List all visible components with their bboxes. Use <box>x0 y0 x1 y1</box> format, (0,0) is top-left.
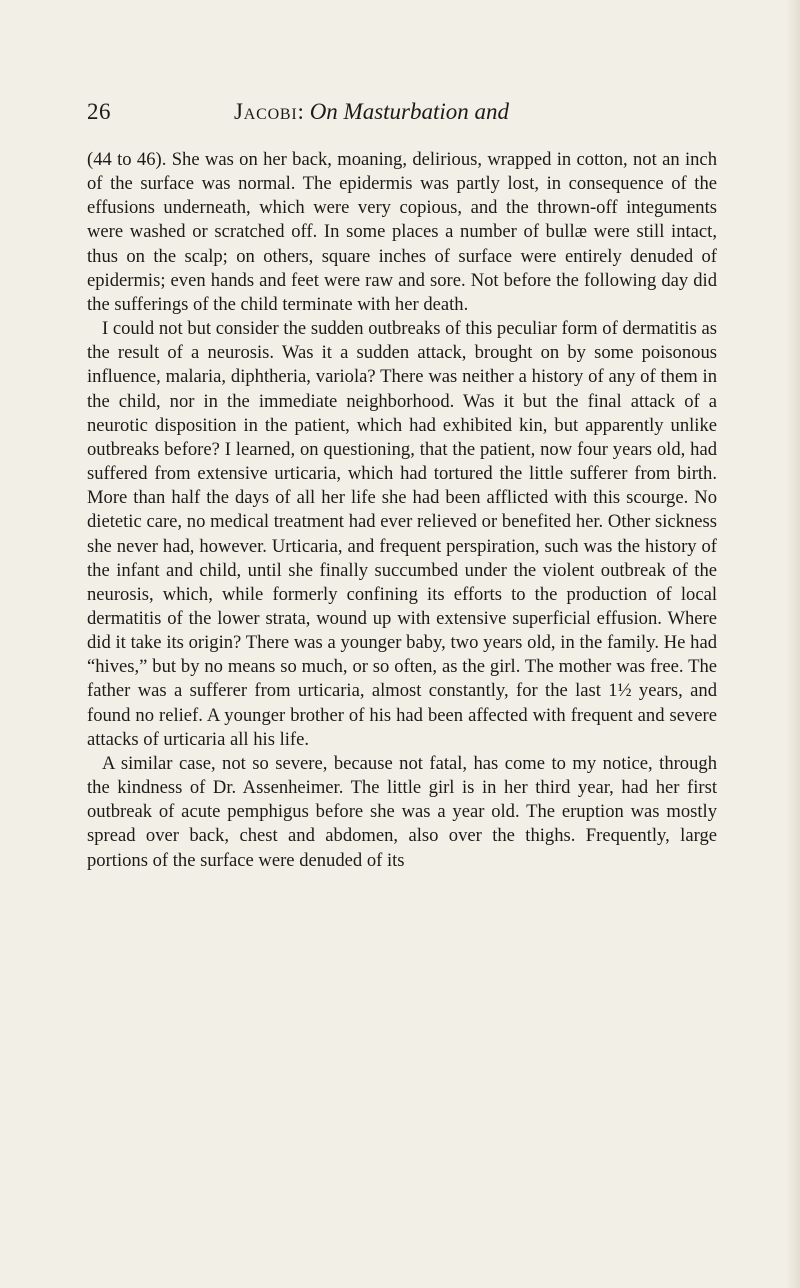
running-title <box>234 97 509 127</box>
work-title: On Masturbation and <box>309 99 510 124</box>
paragraph: I could not but consider the sudden outbreaks of this peculiar form of dermatitis as the result of a neurosis. Was it a sudden attack, brought on by some poisonous influence, malaria, diphtheria, variola? There was neither a history of any of them in the child, nor in the immediate neighborhood. Was it but the final attack of a neurotic disposition in the patient, which had exhibited kin, but apparently unlike outbreaks before? I learned, on questioning, that the patient, now four years old, had suffered from extensive urticaria, which had tortured the little sufferer from birth. More than half the days of all her life she had been afflicted with this scourge. No dietetic care, no medical treatment had ever relieved or benefited her. Other sickness she never had, however. Urticaria, and frequent perspiration, such was the history of the infant and child, until she finally succumbed under the violent outbreak of the neurosis, which, while formerly confining its efforts to the production of local dermatitis of the lower strata, wound up with extensive superficial effusion. Where did it take its origin? There was a younger baby, two years old, in the family. He had “hives,” but by no means so much, or so often, as the girl. The mother was free. The father was a sufferer from urticaria, almost constantly, for the last 1½ years, and found no relief. A younger brother of his had been affected with frequent and severe attacks of urticaria all his life. <box>87 318 717 750</box>
page-edge-shadow <box>786 0 800 1288</box>
body-text <box>87 148 717 873</box>
running-header <box>87 97 707 127</box>
author-name: Jacobi <box>234 99 298 124</box>
paragraph: A similar case, not so severe, because not fatal, has come to my notice, through the kindness of Dr. Assenheimer. The little girl is in her third year, had her first outbreak of acute pemphigus before she was a year old. The eruption was mostly spread over back, chest and abdomen, also over the thighs. Frequently, large portions of the surface were denuded of its <box>87 752 717 871</box>
page-number: 26 <box>87 99 111 124</box>
title-separator: : <box>297 99 304 124</box>
paragraph: (44 to 46). She was on her back, moaning, delirious, wrapped in cotton, not an inch of the surface was normal. The epidermis was partly lost, in consequence of the effusions underneath, which were very copious, and the thrown-off integuments were washed or scratched off. In some places a number of bullæ were still intact, thus on the scalp; on others, square inches of surface were entirely denuded of epidermis; even hands and feet were raw and sore. Not before the following day did the sufferings of the child terminate with her death. <box>87 149 717 315</box>
